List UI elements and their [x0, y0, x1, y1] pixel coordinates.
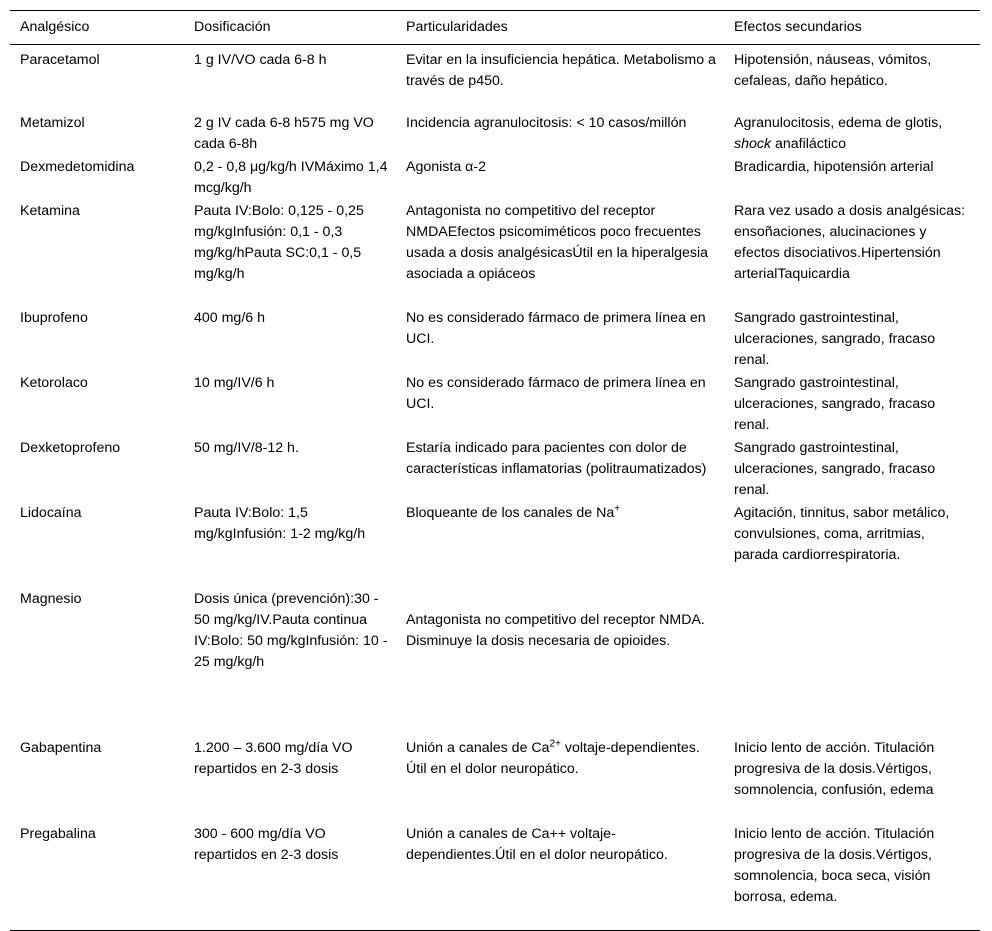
analgesic-table-container: [10, 10, 980, 931]
cell-drug: Gabapentina: [20, 740, 102, 756]
table-row: [10, 307, 980, 372]
table-row: [10, 823, 980, 931]
analgesic-table: [10, 10, 980, 931]
header-efectos-secundarios: Efectos secundarios: [734, 19, 862, 35]
cell-effects: [724, 588, 980, 737]
cell-dose: 400 mg/6 h: [194, 310, 265, 326]
cell-notes: No es considerado fármaco de primera línea en UCI.: [406, 375, 706, 412]
table-row: [10, 502, 980, 588]
effects-text: anafiláctico: [771, 136, 846, 152]
table-row: [10, 737, 980, 823]
cell-effects: Sangrado gastrointestinal, ulceraciones, sangrado, fracaso renal.: [734, 440, 936, 498]
cell-effects: Rara vez usado a dosis analgésicas: ensoñaciones, alucinaciones y efectos disociativos.Hipertensión arterialTaquicardia: [734, 203, 966, 282]
header-row: [10, 11, 980, 45]
cell-drug: Ibuprofeno: [20, 310, 88, 326]
cell-dose: 50 mg/IV/8-12 h.: [194, 440, 299, 456]
cell-notes: Estaría indicado para pacientes con dolor de características inflamatorias (politraumatizados): [406, 440, 707, 477]
cell-effects: Hipotensión, náuseas, vómitos, cefaleas, daño hepático.: [734, 52, 932, 89]
header-dosificacion: Dosificación: [194, 19, 271, 35]
cell-effects: Inicio lento de acción. Titulación progresiva de la dosis.Vértigos, somnolencia, boca seca, visión borrosa, edema.: [734, 826, 935, 905]
cell-notes: Antagonista no competitivo del receptor NMDAEfectos psicomiméticos poco frecuentes usada a dosis analgésicasÚtil en la hiperalgesia asociada a opiáceos: [406, 203, 709, 282]
cell-effects: Sangrado gastrointestinal, ulceraciones, sangrado, fracaso renal.: [734, 375, 936, 433]
cell-drug: Lidocaína: [20, 505, 82, 521]
cell-notes: [396, 502, 724, 588]
notes-superscript: 2+: [549, 738, 561, 750]
cell-notes: Agonista α-2: [406, 159, 486, 175]
cell-effects: Agitación, tinnitus, sabor metálico, convulsiones, coma, arritmias, parada cardiorrespiratoria.: [734, 505, 950, 563]
notes-text: Unión a canales de Ca: [406, 740, 550, 756]
cell-drug: Metamizol: [20, 115, 85, 131]
cell-notes: Evitar en la insuficiencia hepática. Metabolismo a través de p450.: [406, 52, 716, 89]
table-row: [10, 372, 980, 437]
table-row: [10, 112, 980, 156]
cell-drug: Paracetamol: [20, 52, 100, 68]
effects-italic-text: shock: [734, 136, 772, 152]
cell-drug: Dexmedetomidina: [20, 159, 135, 175]
cell-dose: 1.200 – 3.600 mg/día VO repartidos en 2-3 dosis: [194, 740, 353, 777]
cell-dose: 10 mg/IV/6 h: [194, 375, 275, 391]
header-particularidades: Particularidades: [406, 19, 508, 35]
cell-dose: 2 g IV cada 6-8 h575 mg VO cada 6-8h: [194, 115, 374, 152]
cell-effects: Bradicardia, hipotensión arterial: [734, 159, 934, 175]
table-row: [10, 437, 980, 502]
table-row: [10, 45, 980, 113]
cell-effects: [724, 112, 980, 156]
cell-notes: No es considerado fármaco de primera línea en UCI.: [406, 310, 706, 347]
cell-notes: Antagonista no competitivo del receptor NMDA. Disminuye la dosis necesaria de opioides.: [406, 612, 705, 649]
cell-drug: Ketamina: [20, 203, 80, 219]
effects-text: Agranulocitosis, edema de glotis,: [734, 115, 943, 131]
cell-notes: Incidencia agranulocitosis: < 10 casos/millón: [406, 115, 687, 131]
cell-dose: 300 - 600 mg/día VO repartidos en 2-3 dosis: [194, 826, 339, 863]
cell-effects: Sangrado gastrointestinal, ulceraciones, sangrado, fracaso renal.: [734, 310, 936, 368]
cell-drug: Pregabalina: [20, 826, 96, 842]
cell-dose: Dosis única (prevención):30 - 50 mg/kg/IV.Pauta continua IV:Bolo: 50 mg/kgInfusión: 10 - 25 mg/kg/h: [194, 591, 388, 670]
cell-dose: Pauta IV:Bolo: 1,5 mg/kgInfusión: 1-2 mg/kg/h: [194, 505, 366, 542]
cell-dose: Pauta IV:Bolo: 0,125 - 0,25 mg/kgInfusión: 0,1 - 0,3 mg/kg/hPauta SC:0,1 - 0,5 mg/kg/h: [194, 203, 364, 282]
cell-notes: [396, 737, 724, 823]
table-row: [10, 200, 980, 307]
table-row: [10, 588, 980, 737]
table-body: [10, 45, 980, 931]
cell-dose: 1 g IV/VO cada 6-8 h: [194, 52, 327, 68]
cell-effects: Inicio lento de acción. Titulación progresiva de la dosis.Vértigos, somnolencia, confusión, edema: [734, 740, 935, 798]
cell-dose: 0,2 - 0,8 μg/kg/h IVMáximo 1,4 mcg/kg/h: [194, 159, 388, 196]
notes-text: Bloqueante de los canales de Na: [406, 505, 615, 521]
notes-superscript: +: [614, 503, 621, 515]
cell-drug: Magnesio: [20, 591, 82, 607]
cell-notes: Unión a canales de Ca++ voltaje-dependientes.Útil en el dolor neuropático.: [406, 826, 668, 863]
cell-drug: Ketorolaco: [20, 375, 88, 391]
notes-text: voltaje-dependientes. Útil en el dolor neuropático.: [406, 740, 700, 777]
header-analgesico: Analgésico: [20, 19, 90, 35]
cell-drug: Dexketoprofeno: [20, 440, 121, 456]
table-row: [10, 156, 980, 200]
table-header: [10, 11, 980, 45]
